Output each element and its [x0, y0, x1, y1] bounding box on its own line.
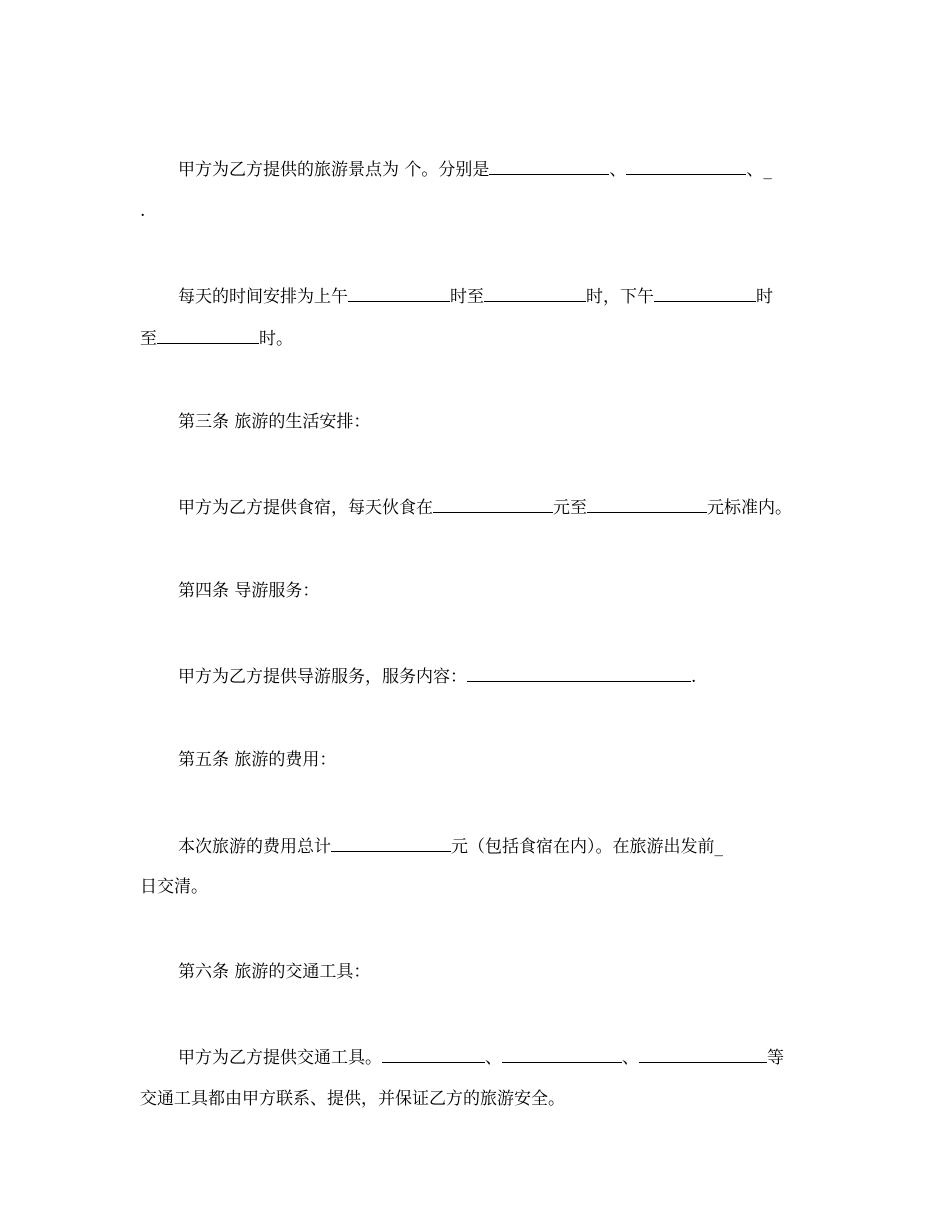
schedule-text: 至 — [140, 329, 157, 349]
paragraph-meals — [178, 495, 792, 517]
afternoon-end-blank[interactable] — [157, 326, 259, 344]
attractions-text: 甲方为乙方提供的旅游景点为 个。分别是 — [178, 160, 490, 180]
total-fee-blank[interactable] — [331, 834, 451, 852]
transport-text: 甲方为乙方提供交通工具。 — [178, 1048, 382, 1068]
meals-text: 甲方为乙方提供食宿，每天伙食在 — [178, 498, 433, 518]
paragraph-attractions-wrap — [140, 200, 145, 222]
afternoon-start-blank[interactable] — [654, 284, 756, 302]
paragraph-attractions — [178, 157, 772, 179]
paragraph-schedule-wrap — [140, 326, 293, 348]
fees-text: 本次旅游的费用总计 — [178, 837, 331, 857]
fees-text: 元（包括食宿在内）。在旅游出发前_ — [451, 837, 723, 857]
wrap-period: . — [140, 201, 146, 221]
transport-3-blank[interactable] — [639, 1045, 767, 1063]
article-4-heading: 第四条 导游服务： — [178, 581, 320, 601]
article-6-heading: 第六条 旅游的交通工具： — [178, 962, 371, 982]
attraction-2-blank[interactable] — [626, 157, 746, 175]
meals-text: 元标准内。 — [707, 498, 792, 518]
schedule-text: 时 — [756, 287, 773, 307]
attraction-1-blank[interactable] — [489, 157, 609, 175]
schedule-text: 时，下午 — [586, 287, 654, 307]
transport-2-blank[interactable] — [502, 1045, 622, 1063]
schedule-text: 每天的时间安排为上午 — [178, 287, 348, 307]
meal-max-blank[interactable] — [587, 495, 707, 513]
meals-text: 元至 — [553, 498, 587, 518]
schedule-text: 时。 — [259, 329, 293, 349]
paragraph-fees — [178, 834, 723, 856]
guide-text: 甲方为乙方提供导游服务，服务内容： — [178, 667, 467, 687]
morning-start-blank[interactable] — [348, 284, 450, 302]
separator: 、 — [622, 1048, 639, 1068]
morning-end-blank[interactable] — [484, 284, 586, 302]
attraction-3-blank[interactable]: _ — [763, 160, 772, 180]
separator: 、 — [485, 1048, 502, 1068]
article-5-heading: 第五条 旅游的费用： — [178, 750, 337, 770]
paragraph-transport-wrap: 交通工具都由甲方联系、提供，并保证乙方的旅游安全。 — [140, 1089, 565, 1109]
transport-text: 等 — [767, 1048, 784, 1068]
paragraph-fees-wrap: 日交清。 — [140, 877, 208, 897]
paragraph-guide — [178, 664, 696, 686]
paragraph-schedule — [178, 284, 773, 306]
guide-text: . — [691, 667, 697, 687]
separator: 、 — [609, 160, 627, 180]
article-3-heading: 第三条 旅游的生活安排： — [178, 412, 371, 432]
paragraph-transport — [178, 1045, 784, 1067]
transport-1-blank[interactable] — [382, 1045, 485, 1063]
meal-min-blank[interactable] — [433, 495, 553, 513]
guide-service-blank[interactable] — [467, 664, 691, 682]
separator: 、 — [746, 160, 764, 180]
schedule-text: 时至 — [450, 287, 484, 307]
